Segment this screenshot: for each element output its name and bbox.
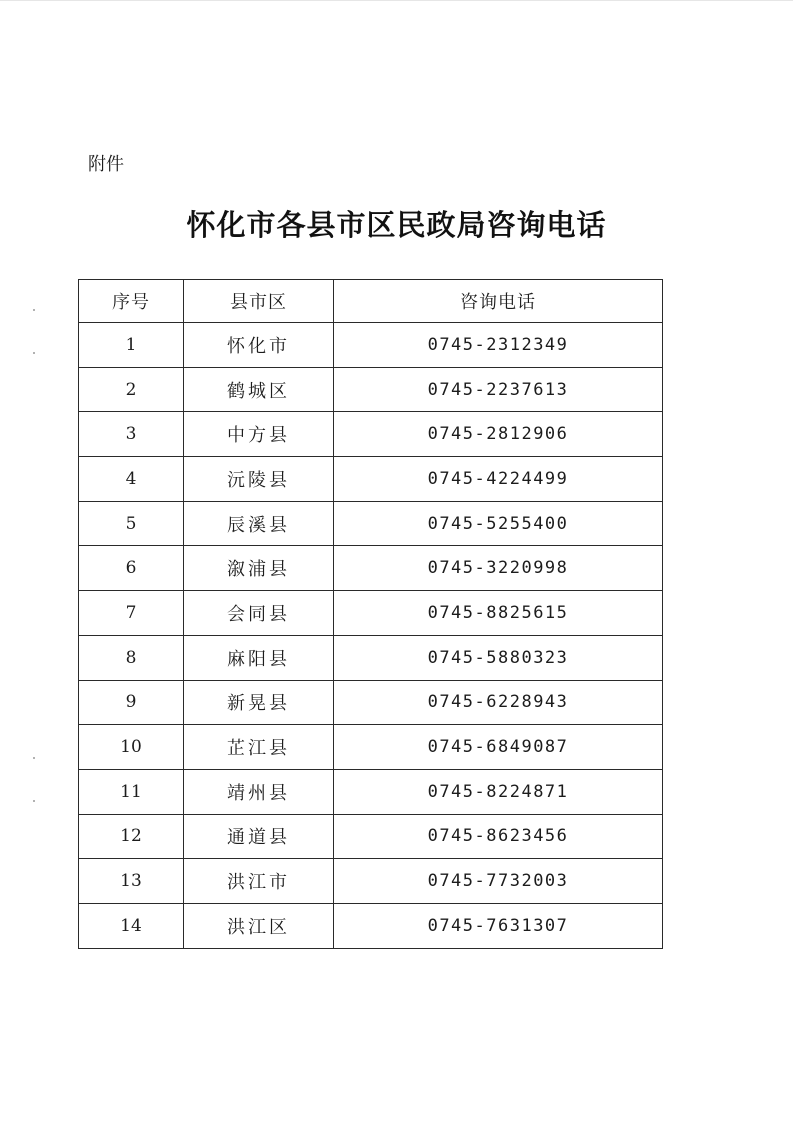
table-row [79,501,663,546]
attachment-label: 附件 [88,154,124,175]
row-district: 靖州县 [184,769,334,814]
scan-speck [33,757,35,759]
row-phone: 0745-8825615 [334,591,663,636]
table-row [79,591,663,636]
row-index: 6 [79,546,184,591]
row-phone: 0745-2312349 [334,323,663,368]
row-district: 洪江市 [184,859,334,904]
table-header-row [79,280,663,323]
row-index: 9 [79,680,184,725]
row-phone: 0745-8623456 [334,814,663,859]
table-row [79,725,663,770]
row-phone: 0745-6849087 [334,725,663,770]
row-index: 13 [79,859,184,904]
row-index: 3 [79,412,184,457]
row-phone: 0745-7732003 [334,859,663,904]
row-phone: 0745-6228943 [334,680,663,725]
scan-speck [33,800,35,802]
table-row [79,680,663,725]
row-index: 10 [79,725,184,770]
row-phone: 0745-5880323 [334,635,663,680]
row-index: 12 [79,814,184,859]
row-index: 7 [79,591,184,636]
row-phone: 0745-2812906 [334,412,663,457]
table-row [79,412,663,457]
row-index: 14 [79,903,184,948]
row-district: 芷江县 [184,725,334,770]
table-row [79,859,663,904]
row-phone: 0745-8224871 [334,769,663,814]
contact-table [78,279,663,949]
table-row [79,769,663,814]
scan-speck [33,352,35,354]
row-district: 通道县 [184,814,334,859]
row-district: 沅陵县 [184,457,334,502]
row-index: 1 [79,323,184,368]
table-row [79,635,663,680]
row-index: 5 [79,501,184,546]
row-district: 中方县 [184,412,334,457]
row-district: 辰溪县 [184,501,334,546]
row-index: 11 [79,769,184,814]
row-district: 溆浦县 [184,546,334,591]
row-phone: 0745-4224499 [334,457,663,502]
table-row [79,814,663,859]
row-district: 鹤城区 [184,367,334,412]
row-phone: 0745-3220998 [334,546,663,591]
table-row [79,457,663,502]
header-district: 县市区 [184,280,334,323]
row-index: 2 [79,367,184,412]
row-district: 麻阳县 [184,635,334,680]
table-row [79,367,663,412]
row-district: 新晃县 [184,680,334,725]
header-index: 序号 [79,280,184,323]
scan-speck [33,309,35,311]
row-district: 怀化市 [184,323,334,368]
row-index: 8 [79,635,184,680]
row-phone: 0745-5255400 [334,501,663,546]
row-phone: 0745-7631307 [334,903,663,948]
row-district: 会同县 [184,591,334,636]
document-title: 怀化市各县市区民政局咨询电话 [186,208,607,242]
table-row [79,323,663,368]
row-district: 洪江区 [184,903,334,948]
table-row [79,546,663,591]
table-row [79,903,663,948]
row-phone: 0745-2237613 [334,367,663,412]
header-phone: 咨询电话 [334,280,663,323]
contact-table-container [78,279,662,949]
row-index: 4 [79,457,184,502]
